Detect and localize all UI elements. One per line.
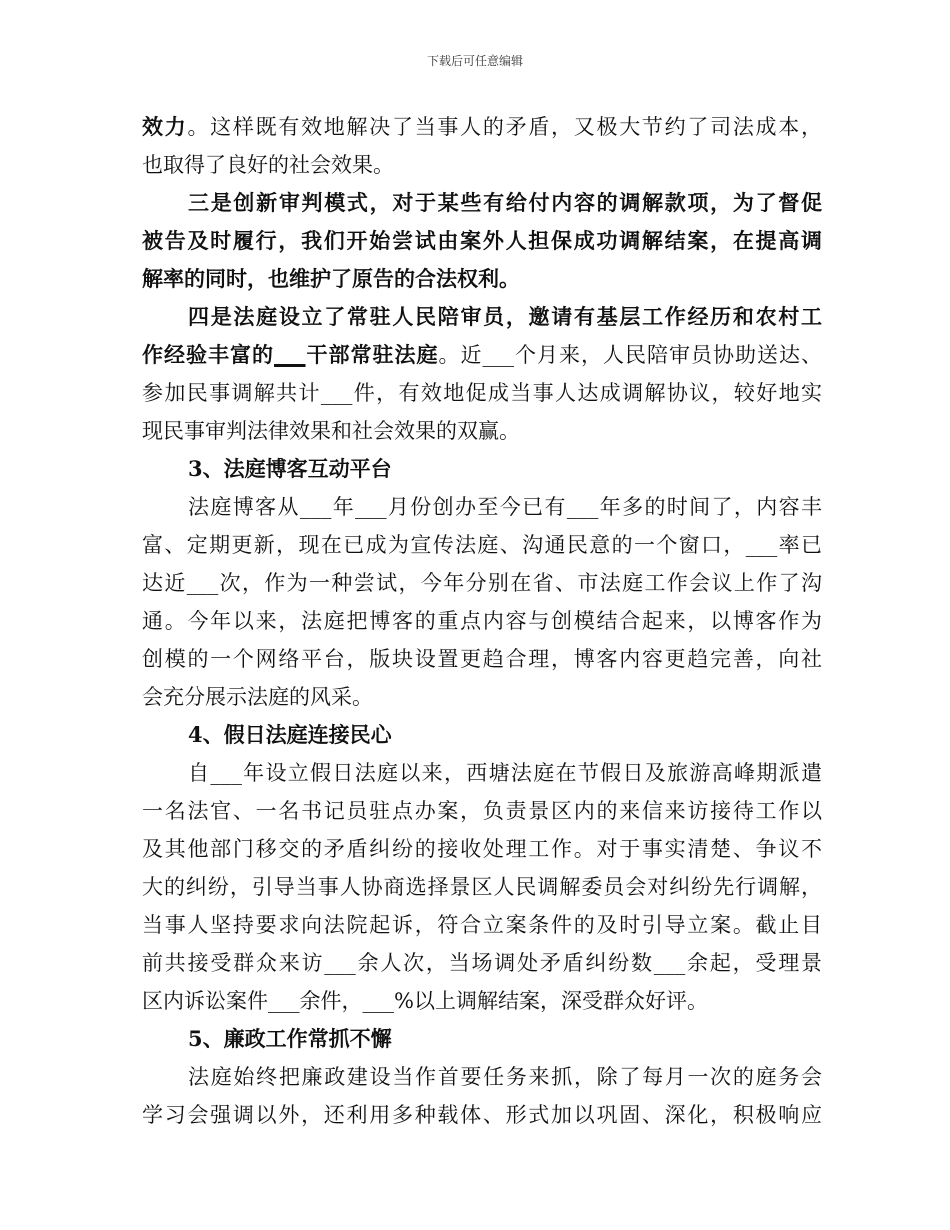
text-line-p5-l2 — [142, 792, 822, 830]
text-segment: 通。今年以来，法庭把博客的重点内容与创模结合起来，以博客作为 — [142, 609, 822, 633]
text-segment: ___ — [274, 342, 306, 367]
text-line-p4-l2 — [142, 526, 822, 564]
text-segment: 创模的一个网络平台，版块设置更趋合理，博客内容更趋完善，向社 — [142, 647, 822, 671]
text-segment: 干部常驻法庭 — [305, 342, 439, 367]
text-line-h5 — [142, 1020, 822, 1058]
text-segment: 大的纠纷，引导当事人协商选择景区人民调解委员会对纠纷先行调解， — [142, 875, 822, 899]
text-line-p3-l4 — [142, 412, 822, 450]
text-line-p5-l6 — [142, 944, 822, 982]
text-line-p1-l2 — [142, 146, 822, 184]
text-segment: 解率的同时，也维护了原告的合法权利。 — [142, 266, 520, 291]
text-line-p5-l1 — [142, 754, 822, 792]
text-segment: 。这样既有效地解决了当事人的矛盾，又极大节约了司法成本， — [187, 115, 822, 139]
text-segment: 5、廉政工作常抓不懈 — [188, 1026, 392, 1051]
text-line-p4-l3 — [142, 564, 822, 602]
text-segment: 被告及时履行，我们开始尝试由案外人担保成功调解结案，在提高调 — [142, 228, 822, 253]
text-segment: 区内诉讼案件___余件，___%以上调解结案，深受群众好评。 — [142, 989, 708, 1013]
text-segment: 四是法庭设立了常驻人民陪审员，邀请有基层工作经历和农村工 — [188, 304, 822, 329]
text-line-p3-l3 — [142, 374, 822, 412]
text-line-p5-l7 — [142, 982, 822, 1020]
text-segment: 3、法庭博客互动平台 — [188, 456, 392, 481]
text-segment: 参加民事调解共计___件，有效地促成当事人达成调解协议，较好地实 — [142, 381, 822, 405]
text-segment: 会充分展示法庭的风采。 — [142, 685, 373, 709]
text-line-p2-l1 — [142, 184, 822, 222]
text-segment: 三是创新审判模式，对于某些有给付内容的调解款项，为了督促 — [188, 190, 822, 215]
text-line-h4 — [142, 716, 822, 754]
text-line-p5-l3 — [142, 830, 822, 868]
text-line-p3-l1 — [142, 298, 822, 336]
text-line-p2-l3 — [142, 260, 822, 298]
text-segment: 法庭博客从___年___月份创办至今已有___年多的时间了，内容丰 — [188, 495, 822, 519]
text-line-p4-l6 — [142, 678, 822, 716]
text-segment: 当事人坚持要求向法院起诉，符合立案条件的及时引导立案。截止目 — [142, 913, 822, 937]
text-segment: 前共接受群众来访___余人次，当场调处矛盾纠纷数___余起，受理景 — [142, 951, 822, 975]
text-segment: 一名法官、一名书记员驻点办案，负责景区内的来信来访接待工作以 — [142, 799, 822, 823]
text-line-p5-l4 — [142, 868, 822, 906]
text-segment: 自___年设立假日法庭以来，西塘法庭在节假日及旅游高峰期派遣 — [188, 761, 822, 785]
text-segment: 达近___次，作为一种尝试，今年分别在省、市法庭工作会议上作了沟 — [142, 571, 822, 595]
text-line-p1-l1 — [142, 108, 822, 146]
text-segment: 富、定期更新，现在已成为宣传法庭、沟通民意的一个窗口，___率已 — [142, 533, 822, 557]
text-line-p5-l5 — [142, 906, 822, 944]
text-segment: 现民事审判法律效果和社会效果的双赢。 — [142, 419, 520, 443]
text-line-p4-l4 — [142, 602, 822, 640]
text-segment: 学习会强调以外，还利用多种载体、形式加以巩固、深化，积极响应 — [142, 1103, 822, 1127]
text-line-p4-l5 — [142, 640, 822, 678]
text-segment: 也取得了良好的社会效果。 — [142, 153, 394, 177]
text-line-p3-l2 — [142, 336, 822, 374]
text-segment: 及其他部门移交的矛盾纠纷的接收处理工作。对于事实清楚、争议不 — [142, 837, 822, 861]
text-segment: 效力 — [142, 114, 188, 139]
text-line-h3 — [142, 450, 822, 488]
text-line-p6-l1 — [142, 1058, 822, 1096]
text-segment: 4、假日法庭连接民心 — [188, 722, 392, 747]
page-header: 下载后可任意编辑 — [426, 54, 523, 68]
text-line-p6-l2 — [142, 1096, 822, 1134]
text-segment: 法庭始终把廉政建设当作首要任务来抓，除了每月一次的庭务会 — [188, 1065, 822, 1089]
document-body — [142, 108, 822, 1134]
text-line-p4-l1 — [142, 488, 822, 526]
text-segment: 作经验丰富的 — [142, 342, 274, 367]
text-segment: 。近___个月来，人民陪审员协助送达、 — [438, 343, 822, 367]
text-line-p2-l2 — [142, 222, 822, 260]
